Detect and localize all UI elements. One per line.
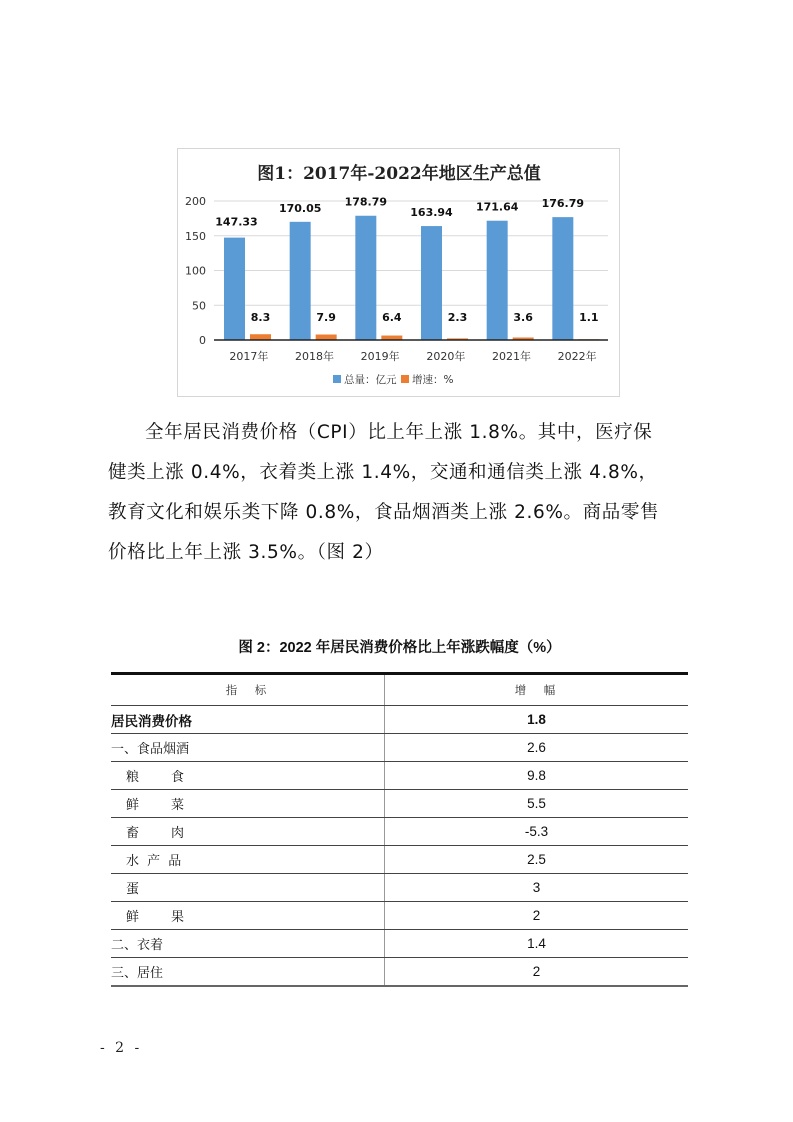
y-tick-label: 150 — [185, 229, 206, 243]
header-increase: 增 幅 — [385, 674, 689, 706]
row-name: 鲜 果 — [111, 902, 385, 930]
table-row — [111, 902, 688, 930]
cpi-table — [111, 672, 688, 987]
y-tick-label: 200 — [185, 195, 206, 208]
row-name: 粮 食 — [111, 762, 385, 790]
table-row — [111, 958, 688, 987]
x-tick-label: 2022年 — [557, 350, 597, 363]
paragraph-line: 全年居民消费价格（CPI）比上年上涨 1.8%。其中，医疗保 — [145, 422, 653, 443]
bar-growth-label: 3.6 — [513, 311, 533, 324]
row-value: 9.8 — [385, 762, 689, 790]
bar-total — [552, 217, 573, 340]
chart-title: 图1：2017年-2022年地区生产总值 — [257, 164, 541, 184]
table-row — [111, 846, 688, 874]
page-number: - 2 - — [100, 1040, 143, 1056]
row-value: 1.8 — [385, 706, 689, 734]
x-tick-label: 2017年 — [229, 350, 269, 363]
table-row — [111, 930, 688, 958]
row-value: -5.3 — [385, 818, 689, 846]
row-name: 畜 肉 — [111, 818, 385, 846]
row-name: 居民消费价格 — [111, 706, 385, 734]
bar-growth-label: 8.3 — [250, 311, 271, 324]
row-value: 5.5 — [385, 790, 689, 818]
row-name: 一、食品烟酒 — [111, 734, 385, 762]
bar-total-label: 176.79 — [541, 197, 585, 211]
bar-growth-label: 2.3 — [447, 311, 468, 324]
gdp-chart-svg — [178, 149, 621, 398]
paragraph-line: 教育文化和娱乐类下降 0.8%，食品烟酒类上涨 2.6%。商品零售 — [108, 502, 660, 523]
table-title: 图 2：2022 年居民消费价格比上年涨跌幅度（%） — [238, 640, 561, 656]
table-row — [111, 762, 688, 790]
y-tick-label: 100 — [185, 264, 206, 278]
x-tick-label: 2018年 — [295, 350, 334, 363]
row-value: 1.4 — [385, 930, 689, 958]
x-tick-label: 2020年 — [426, 350, 466, 363]
row-name: 三、居住 — [111, 958, 385, 987]
legend-swatch — [333, 375, 341, 383]
bar-growth-label: 6.4 — [382, 311, 402, 324]
paragraph-line: 价格比上年上涨 3.5%。（图 2） — [108, 542, 384, 563]
legend-swatch — [401, 375, 409, 383]
row-name: 蛋 — [111, 874, 385, 902]
bar-total — [355, 216, 376, 340]
paragraph-line: 健类上涨 0.4%，衣着类上涨 1.4%，交通和通信类上涨 4.8%， — [108, 462, 658, 483]
bar-total — [421, 226, 442, 340]
legend-label: 总量：亿元 — [344, 374, 397, 386]
bar-growth — [250, 334, 271, 340]
bar-growth-label: 7.9 — [316, 311, 336, 324]
x-tick-label: 2019年 — [360, 350, 400, 363]
cpi-paragraph — [108, 413, 688, 573]
bar-total-label: 178.79 — [344, 195, 388, 209]
legend-label: 增速：% — [412, 374, 454, 386]
row-name: 水 产 品 — [111, 846, 385, 874]
table-row — [111, 734, 688, 762]
table-row — [111, 790, 688, 818]
row-value: 2 — [385, 902, 689, 930]
table-row — [111, 706, 688, 734]
bar-total-label: 171.64 — [475, 200, 519, 214]
bar-growth — [316, 335, 337, 340]
x-tick-label: 2021年 — [492, 350, 531, 363]
row-value: 3 — [385, 874, 689, 902]
row-value: 2.5 — [385, 846, 689, 874]
table-row — [111, 874, 688, 902]
row-value: 2.6 — [385, 734, 689, 762]
row-value: 2 — [385, 958, 689, 987]
header-indicator: 指 标 — [111, 674, 385, 706]
y-tick-label: 50 — [192, 299, 206, 313]
table-row — [111, 818, 688, 846]
gdp-chart — [177, 148, 620, 397]
row-name: 二、衣着 — [111, 930, 385, 958]
table-header-row — [111, 674, 688, 706]
bar-total-label: 147.33 — [215, 215, 258, 229]
bar-total-label: 163.94 — [410, 206, 453, 220]
bar-total — [487, 221, 508, 340]
bar-total — [224, 238, 245, 340]
row-name: 鲜 菜 — [111, 790, 385, 818]
y-tick-label: 0 — [199, 334, 206, 347]
bar-total — [290, 222, 311, 340]
bar-total-label: 170.05 — [278, 201, 322, 215]
bar-growth-label: 1.1 — [579, 311, 599, 324]
